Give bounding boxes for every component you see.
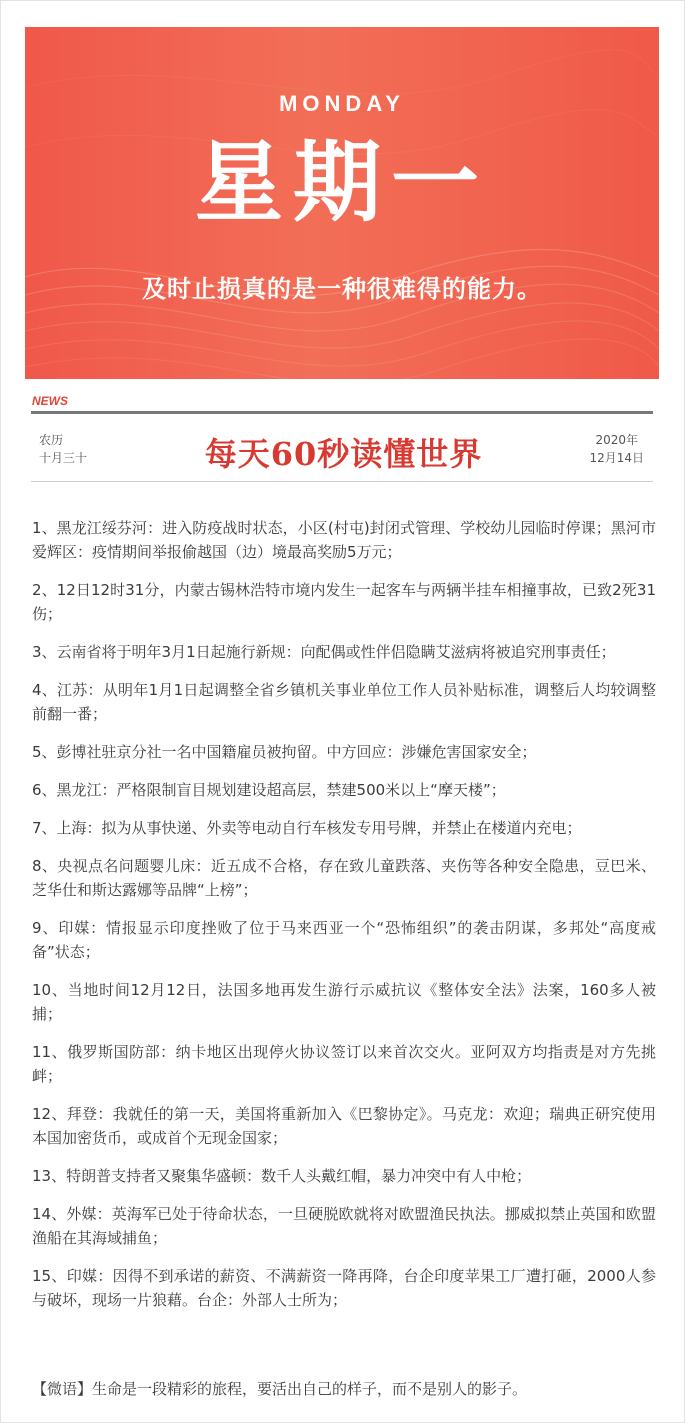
news-item: 13、特朗普支持者又聚集华盛顿：数千人头戴红帽，暴力冲突中有人中枪； xyxy=(32,1167,532,1185)
page-title: 每天60秒读懂世界 xyxy=(204,435,483,473)
weekday-english: MONDAY xyxy=(279,91,405,116)
daily-slogan: 及时止损真的是一种很难得的能力。 xyxy=(142,275,542,303)
lunar-label: 农历 xyxy=(39,433,64,447)
news-item: 8、央视点名问题婴儿床：近五成不合格，存在致儿童跌落、夹伤等各种安全隐患，豆巴米、芝华仕和斯达露娜等品牌“上榜”； xyxy=(32,857,656,899)
news-item: 10、当地时间12月12日，法国多地再发生游行示威抗议《整体安全法》法案，160多人被捕； xyxy=(32,981,656,1023)
news-item: 4、江苏：从明年1月1日起调整全省乡镇机关事业单位工作人员补贴标准，调整后人均较调整前翻一番； xyxy=(32,681,656,723)
news-item: 5、彭博社驻京分社一名中国籍雇员被拘留。中方回应：涉嫌危害国家安全； xyxy=(32,743,537,761)
header-divider-top xyxy=(31,411,653,414)
weekday-banner xyxy=(25,27,659,379)
news-tag: NEWS xyxy=(32,394,68,408)
news-item: 3、云南省将于明年3月1日起施行新规：向配偶或性伴侣隐瞒艾滋病将被追究刑事责任； xyxy=(32,643,616,661)
news-item: 9、印媒：情报显示印度挫败了位于马来西亚一个“恐怖组织”的袭击阴谋，多邦处“高度戒备”状态； xyxy=(32,919,656,961)
news-list xyxy=(32,516,656,1326)
news-item: 12、拜登：我就任的第一天，美国将重新加入《巴黎协定》。马克龙：欢迎；瑞典正研究使用本国加密货币，或成首个无现金国家； xyxy=(32,1105,656,1147)
date-year: 2020年 xyxy=(595,433,638,447)
news-item: 7、上海：拟为从事快递、外卖等电动自行车核发专用号牌，并禁止在楼道内充电； xyxy=(32,819,582,837)
news-item: 2、12日12时31分，内蒙古锡林浩特市境内发生一起客车与两辆半挂车相撞事故，已致2死31伤； xyxy=(32,581,656,623)
weekday-chinese: 星期一 xyxy=(194,130,489,234)
news-item: 11、俄罗斯国防部：纳卡地区出现停火协议签订以来首次交火。亚阿双方均指责是对方先挑衅； xyxy=(32,1043,656,1085)
news-item: 15、印媒：因得不到承诺的薪资、不满薪资一降再降，台企印度苹果工厂遭打砸，2000人参与破坏，现场一片狼藉。台企：外部人士所为； xyxy=(32,1267,656,1309)
news-item: 1、黑龙江绥芬河：进入防疫战时状态，小区(村屯)封闭式管理、学校幼儿园临时停课；黑河市爱辉区：疫情期间举报偷越国（边）境最高奖励5万元； xyxy=(32,519,656,561)
lunar-day: 十月三十 xyxy=(39,451,88,465)
calendar-date xyxy=(589,431,644,467)
daily-quote: 【微语】生命是一段精彩的旅程，要活出自己的样子，而不是别人的影子。 xyxy=(32,1380,528,1398)
header-divider-bottom xyxy=(31,481,653,482)
news-item: 6、黑龙江：严格限制盲目规划建设超高层，禁建500米以上“摩天楼”； xyxy=(32,781,506,799)
date-month-day: 12月14日 xyxy=(589,451,644,465)
news-item: 14、外媒：英海军已处于待命状态，一旦硬脱欧就将对欧盟渔民执法。挪威拟禁止英国和欧盟渔船在其海域捕鱼； xyxy=(32,1205,656,1247)
